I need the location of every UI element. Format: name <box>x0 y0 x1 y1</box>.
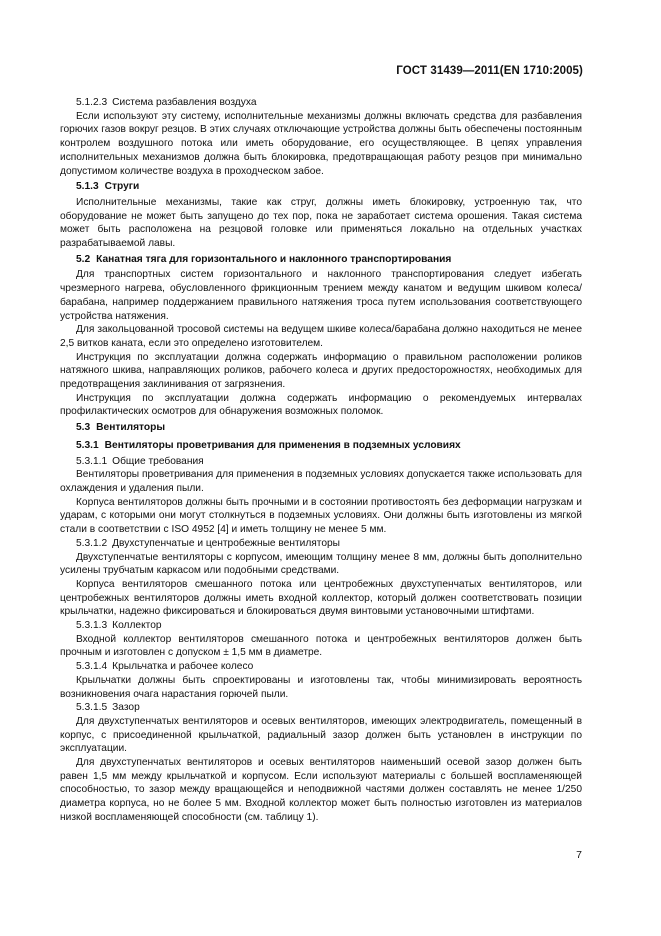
section-number: 5.3.1.5 <box>76 702 108 714</box>
paragraph: Крыльчатки должны быть спроектированы и изготовлены так, чтобы минимизировать вероятность возникновения очага нарастания горючей пыли. <box>60 674 582 700</box>
paragraph: Для двухступенчатых вентиляторов и осевых вентиляторов наименьший осевой зазор должен быть равен 1,5 мм между крыльчаткой и корпусом. Если используют материалы с большей воспламеняющей способностью, то зазор между вращающейся и неподвижной частями должен составлять не менее 1/250 диаметра корпуса, но не более 5 мм. Входной коллектор может быть полностью изготовлен из материалов низкой воспламеняющей способности (см. таблицу 1). <box>60 757 582 823</box>
paragraph: Инструкция по эксплуатации должна содержать информацию о правильном расположении роликов натяжного шкива, направляющих роликов, рабочего колеса и других предосторожностях, необходимых для предотвращения заклинивания от загрязнения. <box>60 351 582 391</box>
section-heading-5-3-1-2 <box>60 537 582 551</box>
section-title: Вентиляторы <box>96 422 166 434</box>
document-body <box>60 96 582 825</box>
section-number: 5.2 <box>76 253 91 265</box>
paragraph: Корпуса вентиляторов должны быть прочными и в состоянии противостоять без деформации нагрузкам и ударам, с которыми они могут столкнуться в подземных условиях. Они должны быть изготовлены из мягкой стали в соответствии с ISO 4952 [4] и иметь толщину не менее 5 мм. <box>60 496 582 536</box>
section-heading-5-3-1 <box>60 437 582 455</box>
paragraph: Для транспортных систем горизонтального и наклонного транспортирования следует избегать чрезмерного нагрева, обусловленного фрикционным трением между канатом и ведущим шкивом колеса/барабана, например поддержанием правильного натяжения троса путем использования соответствующего устройства натяжения. <box>60 269 582 322</box>
section-number: 5.3.1.4 <box>76 661 108 673</box>
section-title: Система разбавления воздуха <box>112 97 257 108</box>
section-title: Зазор <box>112 702 140 714</box>
paragraph: Если используют эту систему, исполнительные механизмы должны включать средства для разбавления горючих газов вокруг резцов. В этих случаях отключающие устройства должны быть обеспечены постоянным контролем воздушного потока или иметь оборудование, его осуществляющее. В цепях управления исполнительных механизмов должна быть блокировка, предотвращающая работу резцов при минимально допустимом количестве воздуха в проходческом забое. <box>60 110 582 177</box>
section-title: Струги <box>104 181 140 193</box>
paragraph: Двухступенчатые вентиляторы с корпусом, имеющим толщину менее 8 мм, должны быть дополнительно усилены трубчатым каркасом или подобными средствами. <box>60 551 582 577</box>
section-title: Вентиляторы проветривания для применения в подземных условиях <box>104 439 461 451</box>
section-heading-5-1-3 <box>60 178 582 196</box>
section-heading-5-3 <box>60 419 582 437</box>
section-number: 5.3.1.2 <box>76 537 108 549</box>
paragraph: Инструкция по эксплуатации должна содержать информацию о рекомендуемых интервалах профилактических осмотров для обнаружения возможных поломок. <box>60 392 582 418</box>
paragraph: Исполнительные механизмы, такие как струг, должны иметь блокировку, устроенную так, что оборудование не может быть запущено до тех пор, пока не заработает система орошения. Такая система может быть расположена на резцовой головке или применяться локально на отдельных участках разрабатываемой лавы. <box>60 196 582 250</box>
standard-code-header: ГОСТ 31439—2011(EN 1710:2005) <box>396 65 583 77</box>
section-title: Коллектор <box>112 620 162 632</box>
section-title: Двухступенчатые и центробежные вентиляторы <box>112 537 341 549</box>
section-heading-5-2 <box>60 251 582 269</box>
section-number: 5.3.1 <box>76 439 99 451</box>
section-title: Крыльчатка и рабочее колесо <box>112 661 254 673</box>
paragraph: Для двухступенчатых вентиляторов и осевых вентиляторов, имеющих электродвигатель, помещенный в корпус, с присоединенной крыльчаткой, радиальный зазор должен быть установлен в инструкции по эксплуатации. <box>60 715 582 755</box>
section-number: 5.3.1.1 <box>76 455 108 467</box>
section-number: 5.1.2.3 <box>76 97 108 108</box>
section-heading-5-1-2-3 <box>60 96 582 110</box>
section-title: Общие требования <box>112 455 204 467</box>
section-number: 5.3.1.3 <box>76 620 108 632</box>
section-heading-5-3-1-4 <box>60 660 582 674</box>
page-number: 7 <box>576 849 582 861</box>
section-number: 5.1.3 <box>76 181 99 193</box>
section-heading-5-3-1-3 <box>60 619 582 633</box>
paragraph: Входной коллектор вентиляторов смешанного потока и центробежных вентиляторов должен быть прочным и изготовлен с допуском ± 1,5 мм в диаметре. <box>60 633 582 659</box>
section-heading-5-3-1-1 <box>60 455 582 469</box>
section-number: 5.3 <box>76 422 91 434</box>
paragraph: Корпуса вентиляторов смешанного потока или центробежных двухступенчатых вентиляторов, или центробежных вентиляторов должны иметь входной коллектор, который должен соответствовать позиции крыльчатки, надежно фиксироваться и блокироваться двумя винтовыми установочными штифтами. <box>60 578 582 618</box>
paragraph: Вентиляторы проветривания для применения в подземных условиях допускается также использовать для охлаждения и удаления пыли. <box>60 469 582 494</box>
paragraph: Для закольцованной тросовой системы на ведущем шкиве колеса/барабана должно находиться не менее 2,5 витков каната, если это определено изготовителем. <box>60 324 582 349</box>
section-title: Канатная тяга для горизонтального и наклонного транспортирования <box>96 253 452 265</box>
section-heading-5-3-1-5 <box>60 701 582 715</box>
